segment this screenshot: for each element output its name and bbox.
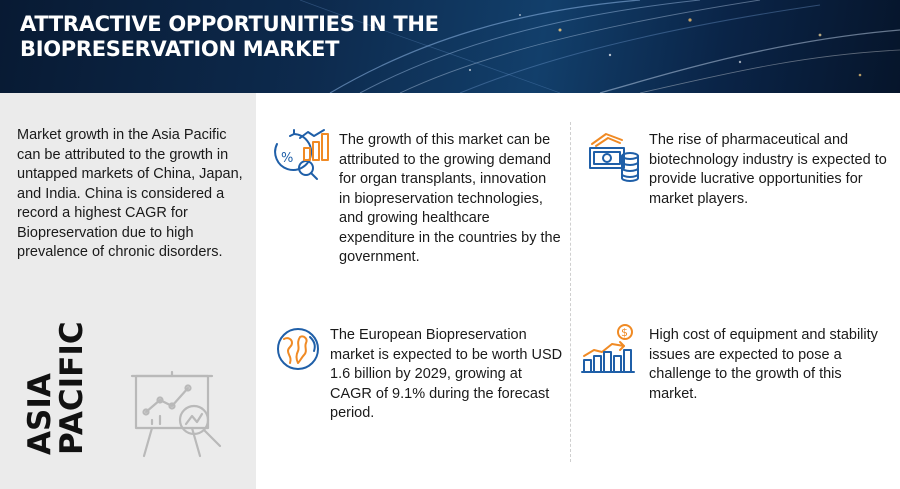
rising-bar-chart-dollar-icon — [580, 322, 638, 376]
card-cost-text: High cost of equipment and stability issues are expected to pose a challenge to the growth of this market. — [649, 327, 878, 402]
svg-text:%: % — [281, 151, 294, 166]
card-divider — [570, 122, 571, 462]
title-line-2: BIOPRESERVATION MARKET — [20, 37, 340, 61]
title-line-1: ATTRACTIVE OPPORTUNITIES IN THE — [20, 12, 439, 36]
card-pharma-text: The rise of pharmaceutical and biotechnology industry is expected to provide lucrative opportunities for market players. — [649, 132, 887, 207]
region-label-line-2: PACIFIC — [54, 321, 90, 455]
presentation-board-magnifier-icon — [130, 370, 230, 462]
globe-icon — [274, 325, 322, 373]
card-europe-text: The European Biopreservation market is expected to be worth USD 1.6 billion by 2029, growing at CAGR of 9.1% during the forecast period. — [330, 327, 563, 421]
percent-bar-chart-icon — [274, 128, 332, 184]
card-growth-text: The growth of this market can be attributed to the growing demand for organ transplants, innovation in biopreservation technologies, and growing healthcare expenditure in the countries by the government. — [339, 132, 561, 265]
cash-coins-icon — [586, 130, 642, 184]
region-label-line-1: ASIA — [22, 373, 58, 455]
header-banner — [0, 0, 900, 93]
region-label — [24, 321, 88, 455]
svg-text:$: $ — [621, 326, 628, 339]
page-title — [20, 12, 439, 62]
region-description: Market growth in the Asia Pacific can be attributed to the growth in untapped markets of China, Japan, and India. China is considered a record a highest CAGR for Biopreservation due to high prevalence of chronic disorders. — [17, 127, 243, 260]
